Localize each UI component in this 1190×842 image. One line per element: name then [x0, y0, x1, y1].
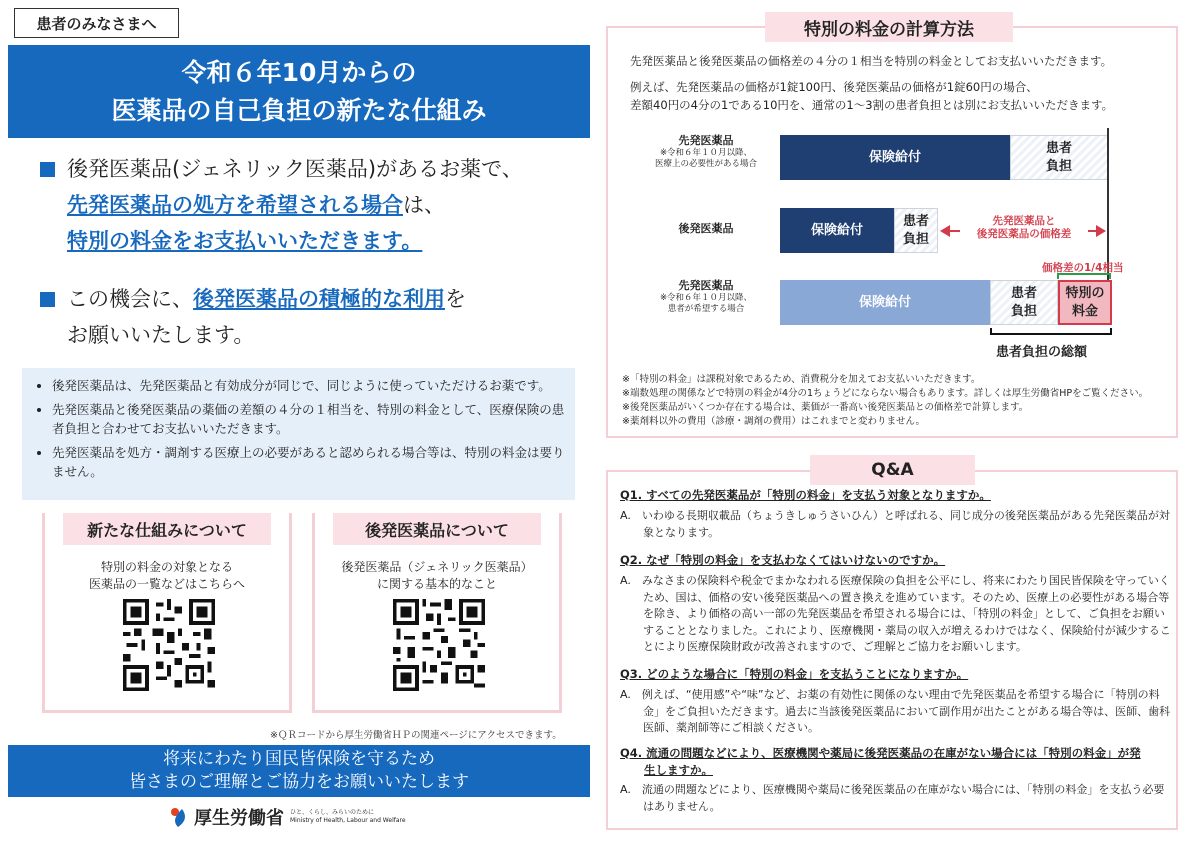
row1-label-sub1: ※令和６年１０月以降、	[659, 148, 753, 158]
bullet-generic-use	[40, 282, 580, 354]
qr-code-icon[interactable]	[393, 599, 485, 691]
qa-q3: Q3. どのような場合に「特別の料金」を支払うことになりますか。	[620, 667, 969, 681]
total-label: 患者負担の総額	[996, 345, 1088, 360]
row3-insurance-bar: 保険給付	[780, 280, 990, 325]
calc-title: 特別の料金の計算方法	[765, 12, 1013, 42]
hero-line-1: 令和６年10月からの	[181, 57, 417, 87]
row1-label-main: 先発医薬品	[678, 134, 734, 147]
card1-text-line2: 医薬品の一覧などはこちらへ	[88, 577, 245, 591]
row2-patient-bar	[894, 208, 938, 253]
qr-note: ※ＱＲコードから厚生労働省ＨＰの関連ページにアクセスできます。	[270, 730, 562, 741]
audience-tag: 患者のみなさまへ	[14, 8, 179, 38]
price-diff-label-1: 先発医薬品と	[992, 215, 1056, 227]
arrow-left-icon	[940, 225, 950, 237]
qa-title: Q&A	[810, 455, 975, 485]
row3-label-sub2: 患者が希望する場合	[667, 304, 745, 314]
logo-name: 厚生労働省	[194, 808, 284, 829]
bullet-special-fee	[40, 152, 580, 262]
bullet2-prefix: この機会に、	[67, 287, 193, 311]
card-new-system[interactable]	[42, 513, 292, 713]
calc-desc-2: 例えば、先発医薬品の価格が1錠100円、後発医薬品の価格が1錠60円の場合、	[630, 80, 1038, 94]
banner-line-1: 将来にわたり国民皆保険を守るため	[163, 749, 435, 769]
qa-q1: Q1. すべての先発医薬品が「特別の料金」を支払う対象となりますか。	[620, 488, 991, 502]
row1-patient-a: 患者	[1045, 140, 1072, 156]
quarter-label: 価格差の1/4相当	[1042, 262, 1124, 274]
closing-banner	[8, 745, 590, 797]
qa-q2: Q2. なぜ「特別の料金」を支払わなくてはいけないのですか。	[620, 553, 946, 567]
row2-insurance-bar: 保険給付	[780, 208, 894, 253]
info-notes	[22, 368, 575, 500]
row3-label	[640, 279, 772, 315]
card2-text-line2: に関する基本的なこと	[376, 577, 497, 591]
row3-patient-bar	[990, 280, 1058, 325]
row1-label	[640, 134, 772, 170]
info-note: • 先発医薬品と後発医薬品の薬価の差額の４分の１相当を、特別の料金として、医療保険の患者負担と合わせてお支払いいただきます。	[52, 400, 565, 438]
row3-label-main: 先発医薬品	[678, 279, 734, 292]
price-diff-label-2: 後発医薬品の価格差	[976, 228, 1072, 240]
card-new-system-title: 新たな仕組みについて	[63, 513, 271, 545]
qa-a1: A. いわゆる長期収載品（ちょうきしゅうさいひん）と呼ばれる、同じ成分の後発医薬品がある先発医薬品が対象となります。	[620, 509, 1170, 539]
mhlw-logo	[168, 804, 406, 830]
bullet2-line1	[67, 282, 466, 316]
hero-title	[8, 45, 590, 138]
row1-patient-b: 負担	[1045, 158, 1072, 174]
bullet1-highlight: 先発医薬品の処方を希望される場合	[67, 193, 403, 217]
calc-note: ※薬剤料以外の費用（診療・調剤の費用）はこれまでと変わりません。	[622, 416, 926, 427]
logo-tagline: ひと、くらし、みらいのために	[290, 809, 375, 816]
row1-label-sub2: 医療上の必要性がある場合	[654, 159, 757, 169]
card1-text-line1: 特別の料金の対象となる	[100, 560, 233, 574]
bullet1-highlight-2: 特別の料金をお支払いいただきます。	[67, 229, 423, 253]
banner-line-2: 皆さまのご理解とご協力をお願いいたします	[129, 772, 469, 792]
qa-q4-line1: Q4. 流通の問題などにより、医療機関や薬局に後発医薬品の在庫がない場合には「特別の料金」が発	[620, 746, 1141, 760]
bullet-square-icon	[40, 292, 55, 307]
calc-note: ※後発医薬品がいくつか存在する場合は、薬価が一番高い後発医薬品との価格差で計算します。	[622, 402, 1029, 413]
bullet1-line3	[67, 224, 422, 258]
card2-text-line1: 後発医薬品（ジェネリック医薬品）	[341, 560, 533, 574]
calc-note: ※端数処理の関係などで特別の料金が4分の1ちょうどにならない場合もあります。詳しくは厚生労働省HPをご覧ください。	[622, 388, 1149, 399]
row1-insurance-bar: 保険給付	[780, 135, 1010, 180]
calc-desc-3: 差額40円の4分の1である10円を、通常の1～3割の患者負担とは別にお支払いいただきます。	[630, 98, 1114, 112]
calc-desc-1: 先発医薬品と後発医薬品の価格差の４分の１相当を特別の料金としてお支払いいただきます。	[630, 54, 1113, 68]
total-bracket	[990, 328, 1112, 335]
bullet1-line2	[67, 188, 445, 222]
card-generic-info-title: 後発医薬品について	[333, 513, 541, 545]
info-note: • 後発医薬品は、先発医薬品と有効成分が同じで、同じように使っていただけるお薬です。	[52, 376, 565, 395]
row2-label: 後発医薬品	[678, 222, 734, 235]
bullet1-suffix: は、	[403, 193, 445, 217]
qa-a3: A. 例えば、“使用感”や“味”など、お薬の有効性に関係のない理由で先発医薬品を希望する場合に「特別の料金」をご負担いただきます。過去に当該後発医薬品において副作用が出たことがある場合等は、医師、歯科医師、薬剤師等にご相談ください。	[620, 688, 1171, 734]
row3-label-sub1: ※令和６年１０月以降、	[659, 293, 753, 303]
ministry-emblem-icon	[168, 805, 190, 829]
calc-note: ※「特別の料金」は課税対象であるため、消費税分を加えてお支払いいただきます。	[622, 374, 981, 385]
price-diff-label	[960, 215, 1088, 241]
qa-q4-line2: 生しますか。	[644, 763, 713, 777]
info-note: • 先発医薬品を処方・調剤する医療上の必要があると認められる場合等は、特別の料金は要りません。	[52, 443, 565, 481]
bullet-square-icon	[40, 162, 55, 177]
special-fee-bar	[1058, 280, 1112, 325]
row3-patient-b: 負担	[1010, 303, 1037, 319]
bullet2-line2: お願いいたします。	[67, 323, 255, 347]
row1-patient-bar	[1010, 135, 1108, 180]
arrow-right-icon	[1096, 225, 1106, 237]
special-fee-a: 特別の	[1065, 285, 1105, 301]
row3-patient-a: 患者	[1010, 285, 1037, 301]
hero-line-2: 医薬品の自己負担の新たな仕組み	[111, 95, 487, 125]
qa-a4: A. 流通の問題などにより、医療機関や薬局に後発医薬品の在庫がない場合には、「特別の料金」を支払う必要はありません。	[620, 783, 1165, 813]
special-fee-b: 料金	[1071, 303, 1098, 319]
bullet2-suffix: を	[445, 287, 466, 311]
quarter-bracket	[1057, 273, 1111, 279]
row2-patient-a: 患者	[902, 213, 929, 229]
row2-patient-b: 負担	[902, 231, 929, 247]
bullet2-highlight: 後発医薬品の積極的な利用	[193, 287, 445, 311]
qa-a2: A. みなさまの保険料や税金でまかなわれる医療保険の負担を公平にし、将来にわたり国民皆保険を守っていくため、国は、価格の安い後発医薬品への置き換えを進めています。そのため、医療上の必要性がある場合等を除き、より価格の高い一部の先発医薬品を希望される場合には、「特別の料金」として、ご負担をお願いすることとなりました。これにより、医療機関・薬局の収入が増えるわけではなく、保険給付が減少することにより医療保険財政が改善されますので、ご理解とご協力をお願いします。	[620, 574, 1171, 653]
card-generic-info[interactable]	[312, 513, 562, 713]
card-generic-info-text	[315, 559, 559, 593]
card-new-system-text	[45, 559, 289, 593]
bullet1-line1: 後発医薬品(ジェネリック医薬品)があるお薬で、	[67, 157, 523, 181]
logo-english: Ministry of Health, Labour and Welfare	[290, 817, 406, 824]
qr-code-icon[interactable]	[123, 599, 215, 691]
